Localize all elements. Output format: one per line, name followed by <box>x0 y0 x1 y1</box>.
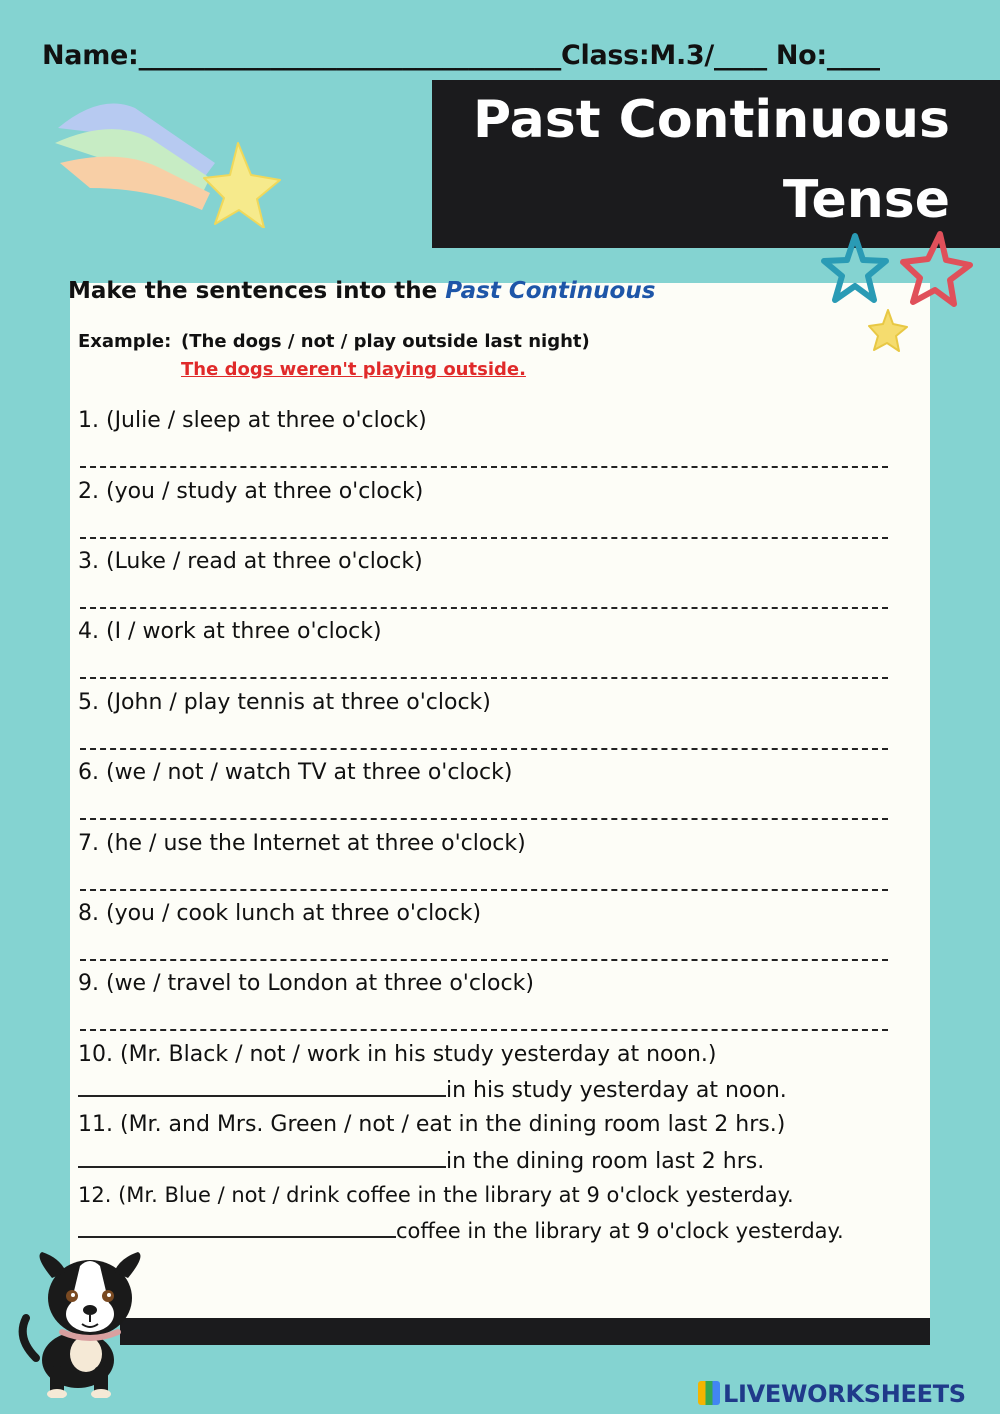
question-9: 9. (we / travel to London at three o'clock) <box>78 971 534 996</box>
answer-line-9[interactable] <box>80 1029 888 1031</box>
name-label: Name: <box>42 40 139 71</box>
shooting-star-icon <box>40 88 290 228</box>
question-1: 1. (Julie / sleep at three o'clock) <box>78 408 427 433</box>
answer-line-3[interactable] <box>80 607 888 609</box>
question-3: 3. (Luke / read at three o'clock) <box>78 549 423 574</box>
answer-blank-11[interactable] <box>78 1148 446 1168</box>
instruction-text <box>68 278 655 304</box>
question-12: 12. (Mr. Blue / not / drink coffee in the library at 9 o'clock yesterday. <box>78 1183 794 1207</box>
answer-line-2[interactable] <box>80 537 888 539</box>
completion-text-12: coffee in the library at 9 o'clock yesterday. <box>396 1219 844 1243</box>
answer-line-4[interactable] <box>80 677 888 679</box>
completion-row-10 <box>78 1077 787 1103</box>
logo-mark-icon <box>698 1381 720 1405</box>
answer-line-8[interactable] <box>80 959 888 961</box>
instruction-prefix: Make the sentences into the <box>68 278 446 304</box>
bottom-bar <box>120 1318 930 1345</box>
class-label[interactable]: Class:M.3/____ <box>560 40 767 71</box>
liveworksheets-logo[interactable] <box>698 1380 966 1408</box>
worksheet-title-line-2: Tense <box>782 170 950 230</box>
name-blank[interactable]: ________________________________ <box>138 40 561 71</box>
completion-text-11: in the dining room last 2 hrs. <box>446 1149 765 1174</box>
question-7: 7. (he / use the Internet at three o'clock) <box>78 831 526 856</box>
number-label[interactable]: No:____ <box>775 40 880 71</box>
answer-line-5[interactable] <box>80 748 888 750</box>
puppy-icon <box>14 1248 144 1398</box>
example-label: Example: <box>78 331 172 352</box>
question-2: 2. (you / study at three o'clock) <box>78 479 424 504</box>
example-prompt: (The dogs / not / play outside last night) <box>181 331 590 352</box>
answer-line-6[interactable] <box>80 818 888 820</box>
worksheet-title-line-1: Past Continuous <box>472 90 950 150</box>
question-5: 5. (John / play tennis at three o'clock) <box>78 690 491 715</box>
answer-line-7[interactable] <box>80 889 888 891</box>
example-answer: The dogs weren't playing outside. <box>181 359 526 380</box>
answer-line-1[interactable] <box>80 466 888 468</box>
logo-text: LIVEWORKSHEETS <box>723 1380 966 1408</box>
completion-row-12 <box>78 1218 844 1243</box>
stars-icon <box>818 228 983 363</box>
question-4: 4. (I / work at three o'clock) <box>78 619 382 644</box>
completion-row-11 <box>78 1148 764 1174</box>
question-6: 6. (we / not / watch TV at three o'clock) <box>78 760 513 785</box>
question-11: 11. (Mr. and Mrs. Green / not / eat in the dining room last 2 hrs.) <box>78 1112 786 1137</box>
answer-blank-10[interactable] <box>78 1077 446 1097</box>
instruction-highlight: Past Continuous <box>445 278 656 304</box>
answer-blank-12[interactable] <box>78 1218 396 1238</box>
question-8: 8. (you / cook lunch at three o'clock) <box>78 901 482 926</box>
completion-text-10: in his study yesterday at noon. <box>446 1078 787 1103</box>
question-10: 10. (Mr. Black / not / work in his study yesterday at noon.) <box>78 1042 717 1067</box>
student-info-line <box>42 40 880 71</box>
